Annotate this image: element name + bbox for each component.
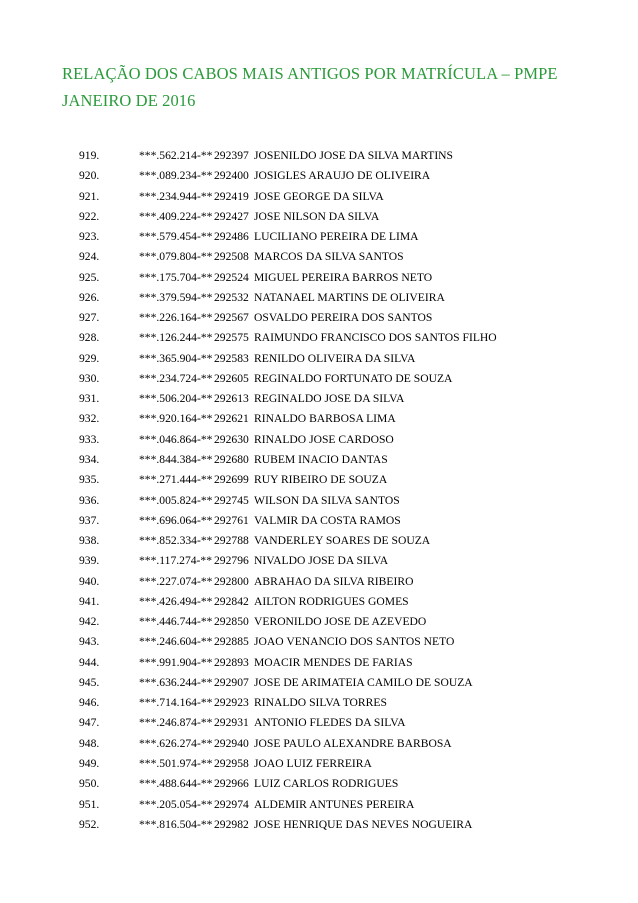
list-item: [0, 575, 638, 595]
cpf-masked: ***.046.864-**: [139, 432, 213, 446]
matricula: 292630: [214, 432, 249, 446]
cpf-masked: ***.175.704-**: [139, 270, 213, 284]
matricula: 292486: [214, 230, 249, 244]
person-name: AILTON RODRIGUES GOMES: [254, 594, 409, 608]
matricula: 292699: [214, 473, 249, 487]
cpf-masked: ***.409.224-**: [139, 209, 213, 223]
person-name: MOACIR MENDES DE FARIAS: [254, 655, 413, 669]
row-number: 950.: [79, 777, 100, 791]
list-item: [0, 190, 638, 210]
person-name: ALDEMIR ANTUNES PEREIRA: [254, 797, 415, 811]
row-number: 941.: [79, 594, 100, 608]
person-name: NATANAEL MARTINS DE OLIVEIRA: [254, 290, 445, 304]
matricula: 292796: [214, 554, 249, 568]
row-number: 933.: [79, 432, 100, 446]
cpf-masked: ***.117.274-**: [139, 554, 212, 568]
roster-list: [0, 149, 638, 838]
person-name: JOAO LUIZ FERREIRA: [254, 756, 372, 770]
matricula: 292982: [214, 817, 249, 831]
matricula: 292427: [214, 209, 249, 223]
row-number: 927.: [79, 311, 100, 325]
cpf-masked: ***.079.804-**: [139, 250, 213, 264]
cpf-masked: ***.626.274-**: [139, 736, 213, 750]
person-name: NIVALDO JOSE DA SILVA: [254, 554, 389, 568]
matricula: 292923: [214, 696, 249, 710]
cpf-masked: ***.205.054-**: [139, 797, 213, 811]
list-item: [0, 392, 638, 412]
list-item: [0, 372, 638, 392]
list-item: [0, 433, 638, 453]
row-number: 938.: [79, 534, 100, 548]
person-name: WILSON DA SILVA SANTOS: [254, 493, 400, 507]
list-item: [0, 696, 638, 716]
person-name: JOSE DE ARIMATEIA CAMILO DE SOUZA: [254, 675, 473, 689]
list-item: [0, 331, 638, 351]
cpf-masked: ***.446.744-**: [139, 615, 213, 629]
row-number: 934.: [79, 452, 100, 466]
row-number: 928.: [79, 331, 100, 345]
list-item: [0, 250, 638, 270]
matricula: 292893: [214, 655, 249, 669]
matricula: 292940: [214, 736, 249, 750]
person-name: VALMIR DA COSTA RAMOS: [254, 513, 401, 527]
matricula: 292613: [214, 392, 249, 406]
matricula: 292397: [214, 149, 249, 162]
cpf-masked: ***.234.724-**: [139, 371, 213, 385]
matricula: 292508: [214, 250, 249, 264]
row-number: 923.: [79, 230, 100, 244]
list-item: [0, 291, 638, 311]
cpf-masked: ***.488.644-**: [139, 777, 213, 791]
list-item: [0, 615, 638, 635]
list-item: [0, 352, 638, 372]
list-item: [0, 210, 638, 230]
row-number: 952.: [79, 817, 100, 831]
person-name: RINALDO BARBOSA LIMA: [254, 412, 396, 426]
list-item: [0, 635, 638, 655]
cpf-masked: ***.426.494-**: [139, 594, 213, 608]
person-name: RINALDO JOSE CARDOSO: [254, 432, 394, 446]
matricula: 292907: [214, 675, 249, 689]
person-name: JOSE GEORGE DA SILVA: [254, 189, 384, 203]
matricula: 292400: [214, 169, 249, 183]
person-name: REGINALDO JOSE DA SILVA: [254, 392, 405, 406]
list-item: [0, 230, 638, 250]
row-number: 931.: [79, 392, 100, 406]
matricula: 292958: [214, 756, 249, 770]
person-name: MARCOS DA SILVA SANTOS: [254, 250, 404, 264]
cpf-masked: ***.089.234-**: [139, 169, 213, 183]
matricula: 292621: [214, 412, 249, 426]
cpf-masked: ***.579.454-**: [139, 230, 213, 244]
matricula: 292885: [214, 635, 249, 649]
list-item: [0, 453, 638, 473]
cpf-masked: ***.246.874-**: [139, 716, 213, 730]
row-number: 940.: [79, 574, 100, 588]
matricula: 292800: [214, 574, 249, 588]
row-number: 947.: [79, 716, 100, 730]
person-name: LUIZ CARLOS RODRIGUES: [254, 777, 399, 791]
row-number: 951.: [79, 797, 100, 811]
matricula: 292419: [214, 189, 249, 203]
row-number: 935.: [79, 473, 100, 487]
row-number: 925.: [79, 270, 100, 284]
row-number: 929.: [79, 351, 100, 365]
person-name: OSVALDO PEREIRA DOS SANTOS: [254, 311, 433, 325]
row-number: 939.: [79, 554, 100, 568]
row-number: 937.: [79, 513, 100, 527]
matricula: 292605: [214, 371, 249, 385]
list-item: [0, 271, 638, 291]
matricula: 292966: [214, 777, 249, 791]
row-number: 922.: [79, 209, 100, 223]
matricula: 292575: [214, 331, 249, 345]
row-number: 943.: [79, 635, 100, 649]
row-number: 926.: [79, 290, 100, 304]
row-number: 920.: [79, 169, 100, 183]
person-name: RINALDO SILVA TORRES: [254, 696, 387, 710]
list-item: [0, 757, 638, 777]
document-subtitle: JANEIRO DE 2016: [62, 91, 196, 110]
cpf-masked: ***.714.164-**: [139, 696, 213, 710]
matricula: 292761: [214, 513, 249, 527]
cpf-masked: ***.365.904-**: [139, 351, 213, 365]
cpf-masked: ***.562.214-**: [139, 149, 213, 162]
list-item: [0, 149, 638, 169]
cpf-masked: ***.816.504-**: [139, 817, 213, 831]
cpf-masked: ***.246.604-**: [139, 635, 213, 649]
cpf-masked: ***.844.384-**: [139, 452, 213, 466]
person-name: MIGUEL PEREIRA BARROS NETO: [254, 270, 433, 284]
matricula: 292532: [214, 290, 249, 304]
list-item: [0, 311, 638, 331]
person-name: JOSE HENRIQUE DAS NEVES NOGUEIRA: [254, 817, 473, 831]
list-item: [0, 595, 638, 615]
matricula: 292842: [214, 594, 249, 608]
row-number: 924.: [79, 250, 100, 264]
row-number: 949.: [79, 756, 100, 770]
list-item: [0, 494, 638, 514]
cpf-masked: ***.271.444-**: [139, 473, 213, 487]
list-item: [0, 534, 638, 554]
document-title: RELAÇÃO DOS CABOS MAIS ANTIGOS POR MATRÍCULA – PMPE: [62, 64, 558, 83]
list-item: [0, 798, 638, 818]
person-name: ANTONIO FLEDES DA SILVA: [254, 716, 406, 730]
cpf-masked: ***.852.334-**: [139, 534, 213, 548]
row-number: 944.: [79, 655, 100, 669]
list-item: [0, 676, 638, 696]
cpf-masked: ***.379.594-**: [139, 290, 213, 304]
list-item: [0, 169, 638, 189]
matricula: 292680: [214, 452, 249, 466]
list-item: [0, 473, 638, 493]
cpf-masked: ***.126.244-**: [139, 331, 213, 345]
list-item: [0, 777, 638, 797]
matricula: 292931: [214, 716, 249, 730]
row-number: 932.: [79, 412, 100, 426]
row-number: 930.: [79, 371, 100, 385]
person-name: LUCILIANO PEREIRA DE LIMA: [254, 230, 419, 244]
person-name: JOAO VENANCIO DOS SANTOS NETO: [254, 635, 455, 649]
row-number: 945.: [79, 675, 100, 689]
matricula: 292788: [214, 534, 249, 548]
cpf-masked: ***.234.944-**: [139, 189, 213, 203]
list-item: [0, 554, 638, 574]
cpf-masked: ***.501.974-**: [139, 756, 213, 770]
list-item: [0, 656, 638, 676]
row-number: 919.: [79, 149, 100, 162]
cpf-masked: ***.991.904-**: [139, 655, 213, 669]
cpf-masked: ***.696.064-**: [139, 513, 213, 527]
person-name: RAIMUNDO FRANCISCO DOS SANTOS FILHO: [254, 331, 497, 345]
list-item: [0, 737, 638, 757]
list-item: [0, 716, 638, 736]
matricula: 292524: [214, 270, 249, 284]
list-item: [0, 412, 638, 432]
matricula: 292974: [214, 797, 249, 811]
person-name: JOSIGLES ARAUJO DE OLIVEIRA: [254, 169, 431, 183]
person-name: VANDERLEY SOARES DE SOUZA: [254, 534, 431, 548]
matricula: 292850: [214, 615, 249, 629]
person-name: ABRAHAO DA SILVA RIBEIRO: [254, 574, 414, 588]
matricula: 292567: [214, 311, 249, 325]
person-name: JOSE PAULO ALEXANDRE BARBOSA: [254, 736, 452, 750]
cpf-masked: ***.005.824-**: [139, 493, 213, 507]
cpf-masked: ***.227.074-**: [139, 574, 213, 588]
cpf-masked: ***.636.244-**: [139, 675, 213, 689]
row-number: 936.: [79, 493, 100, 507]
cpf-masked: ***.226.164-**: [139, 311, 213, 325]
person-name: RENILDO OLIVEIRA DA SILVA: [254, 351, 416, 365]
person-name: REGINALDO FORTUNATO DE SOUZA: [254, 371, 453, 385]
person-name: JOSENILDO JOSE DA SILVA MARTINS: [254, 149, 454, 162]
row-number: 921.: [79, 189, 100, 203]
person-name: RUBEM INACIO DANTAS: [254, 452, 388, 466]
row-number: 948.: [79, 736, 100, 750]
cpf-masked: ***.920.164-**: [139, 412, 213, 426]
row-number: 942.: [79, 615, 100, 629]
matricula: 292583: [214, 351, 249, 365]
row-number: 946.: [79, 696, 100, 710]
person-name: JOSE NILSON DA SILVA: [254, 209, 380, 223]
person-name: VERONILDO JOSE DE AZEVEDO: [254, 615, 427, 629]
list-item: [0, 818, 638, 838]
list-item: [0, 514, 638, 534]
cpf-masked: ***.506.204-**: [139, 392, 213, 406]
matricula: 292745: [214, 493, 249, 507]
person-name: RUY RIBEIRO DE SOUZA: [254, 473, 388, 487]
